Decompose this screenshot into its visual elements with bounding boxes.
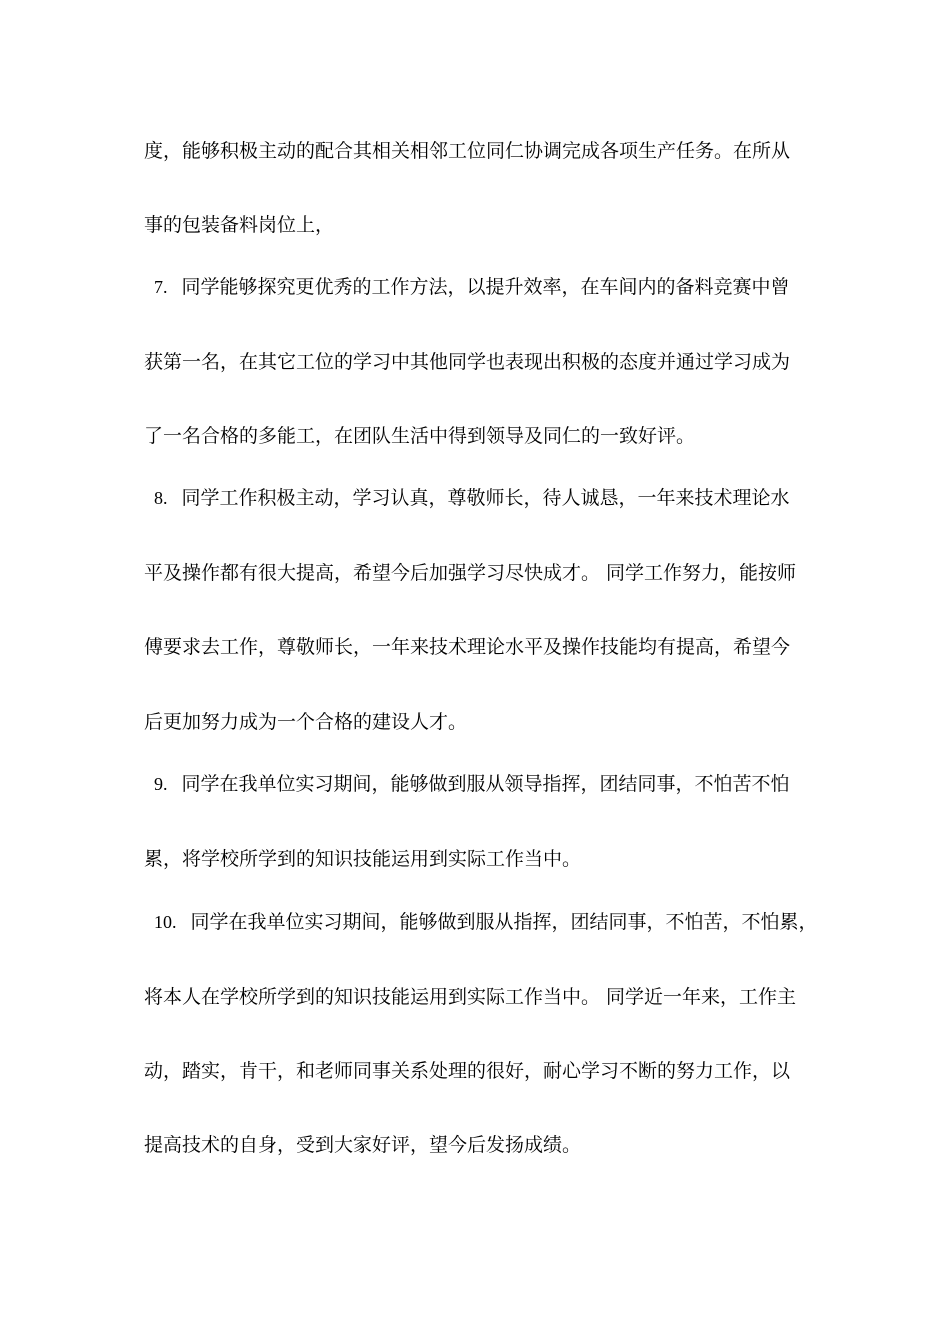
line-text: 度，能够积极主动的配合其相关相邻工位同仁协调完成各项生产任务。在所从 [144,140,791,162]
line-text: 平及操作都有很大提高，希望今后加强学习尽快成才。 同学工作努力，能按师 [144,562,797,584]
line-text: 同学在我单位实习期间，能够做到服从领导指挥，团结同事，不怕苦不怕 [181,773,790,795]
line-text: 动，踏实，肯干，和老师同事关系处理的很好，耐心学习不断的努力工作，以 [144,1060,791,1082]
item-number: 8. [154,488,168,508]
line-text: 事的包装备料岗位上， [144,214,335,236]
item-number: 9. [154,774,168,794]
line-text: 同学在我单位实习期间，能够做到服从指挥，团结同事，不怕苦，不怕累， [190,911,818,933]
text-line [144,139,790,163]
text-line [154,486,790,510]
text-line [144,1133,581,1157]
line-text: 同学能够探究更优秀的工作方法，以提升效率，在车间内的备料竞赛中曾 [181,276,790,298]
line-text: 傅要求去工作，尊敬师长，一年来技术理论水平及操作技能均有提高，希望今 [144,636,791,658]
text-line [154,772,790,796]
line-text: 了一名合格的多能工，在团队生活中得到领导及同仁的一致好评。 [144,425,696,447]
text-line [144,635,790,659]
text-line [144,985,796,1009]
line-text: 获第一名，在其它工位的学习中其他同学也表现出积极的态度并通过学习成为 [144,351,791,373]
text-line [144,1059,790,1083]
item-number: 7. [154,277,168,297]
text-line [144,847,581,871]
text-line [154,275,790,299]
line-text: 将本人在学校所学到的知识技能运用到实际工作当中。 同学近一年来，工作主 [144,986,797,1008]
text-line [154,910,818,934]
text-line [144,424,695,448]
line-text: 同学工作积极主动，学习认真，尊敬师长，待人诚恳，一年来技术理论水 [181,487,790,509]
text-line [144,350,790,374]
text-line [144,561,796,585]
item-number: 10. [154,912,177,932]
line-text: 提高技术的自身，受到大家好评，望今后发扬成绩。 [144,1134,582,1156]
line-text: 累，将学校所学到的知识技能运用到实际工作当中。 [144,848,582,870]
text-line [144,710,467,734]
line-text: 后更加努力成为一个合格的建设人才。 [144,711,468,733]
text-line [144,213,334,237]
